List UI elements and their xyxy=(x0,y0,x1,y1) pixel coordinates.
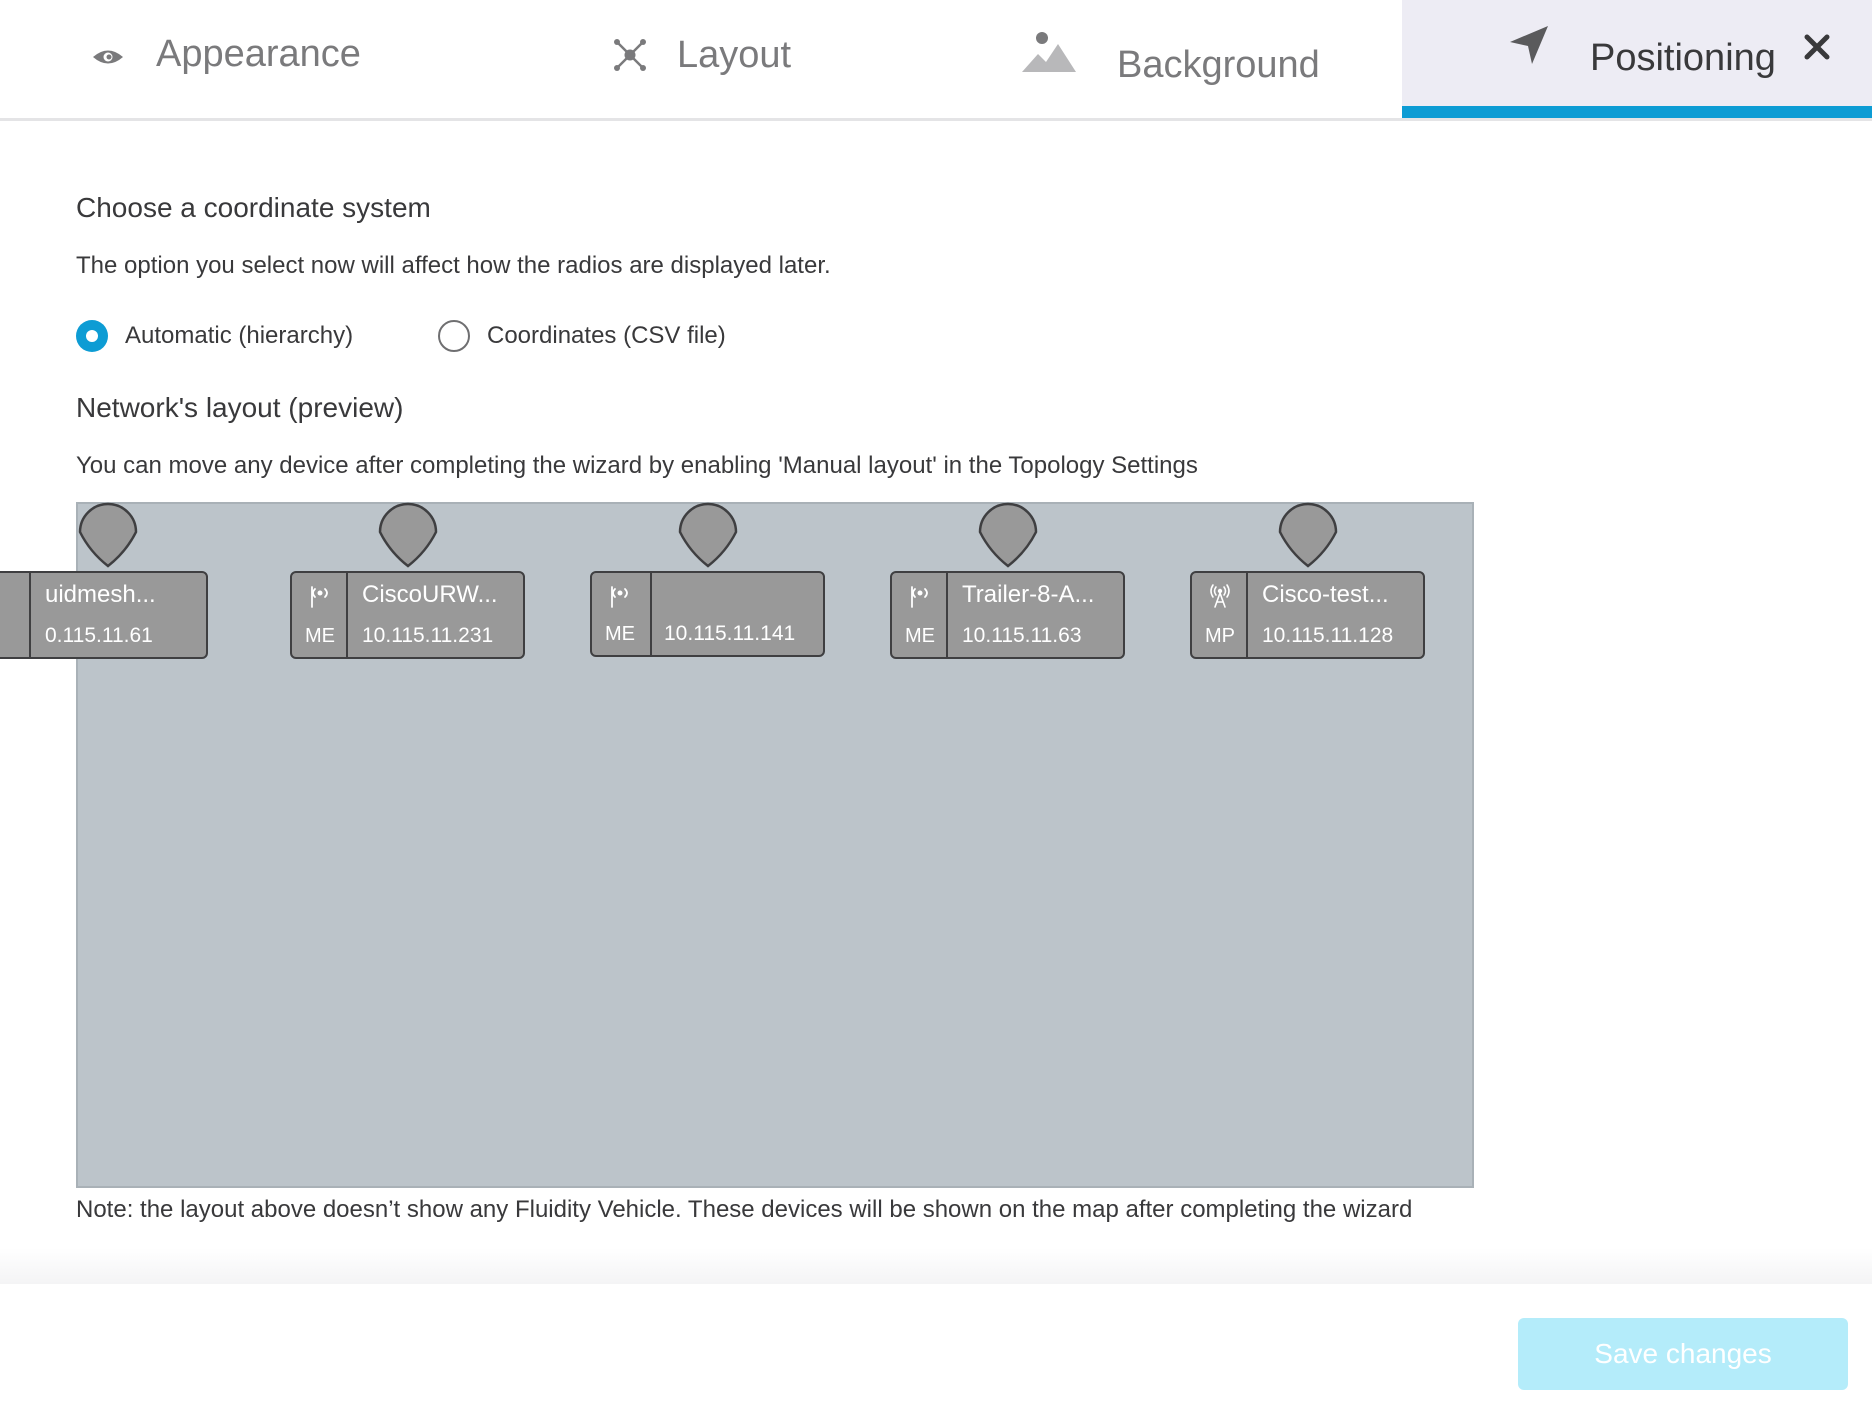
radio-coordinates-csv[interactable] xyxy=(438,316,726,356)
tab-background[interactable] xyxy=(1000,0,1400,118)
map-pin-icon xyxy=(978,504,1040,570)
footer-divider xyxy=(0,1248,1872,1284)
device-ip: 10.115.11.63 xyxy=(962,624,1082,647)
device-card[interactable] xyxy=(290,571,525,659)
radio-automatic[interactable] xyxy=(76,316,353,356)
device-role-cell xyxy=(292,573,348,657)
device-name: Cisco-test... xyxy=(1262,581,1389,608)
radio-button[interactable] xyxy=(76,320,108,352)
radio-icon xyxy=(308,583,332,609)
tab-label: Layout xyxy=(677,34,792,76)
map-pin-icon xyxy=(78,504,140,570)
image-icon xyxy=(1022,30,1076,79)
coordinate-system-description: The option you select now will affect how the radios are displayed later. xyxy=(76,252,831,279)
device-ip: 10.115.11.128 xyxy=(1262,624,1394,647)
network-layout-title: Network's layout (preview) xyxy=(76,392,404,423)
map-pin-icon xyxy=(1278,504,1340,570)
network-layout-description: You can move any device after completing the wizard by enabling 'Manual layout' in the Topology Settings xyxy=(76,452,1198,479)
tab-bar xyxy=(0,0,1872,121)
device-card[interactable] xyxy=(1190,571,1425,659)
device-role: ME xyxy=(905,625,935,647)
antenna-icon xyxy=(1208,583,1232,609)
navigation-arrow-icon xyxy=(1507,23,1551,72)
tab-label: Background xyxy=(1117,44,1320,86)
device-ip: 10.115.11.231 xyxy=(362,624,494,647)
device-card[interactable] xyxy=(0,571,208,659)
device-role-cell xyxy=(892,573,948,657)
device-card[interactable] xyxy=(890,571,1125,659)
radio-button[interactable] xyxy=(438,320,470,352)
eye-icon xyxy=(92,47,124,72)
save-changes-button[interactable]: Save changes xyxy=(1518,1318,1848,1390)
network-layout-preview[interactable] xyxy=(45,502,1474,1188)
device-role: MP xyxy=(1205,625,1235,647)
device-ip: 0.115.11.61 xyxy=(45,624,153,647)
radio-icon xyxy=(908,583,932,609)
device-card[interactable] xyxy=(590,571,825,657)
layout-nodes-icon xyxy=(613,38,647,77)
coordinate-system-title: Choose a coordinate system xyxy=(76,192,431,223)
active-tab-indicator xyxy=(1402,106,1872,118)
close-icon[interactable] xyxy=(1800,30,1834,64)
map-pin-icon xyxy=(378,504,440,570)
device-role: ME xyxy=(605,623,635,645)
device-ip: 10.115.11.141 xyxy=(664,622,796,645)
device-role-cell xyxy=(592,573,652,655)
tab-layout[interactable] xyxy=(570,0,990,118)
tab-appearance[interactable] xyxy=(0,0,460,118)
device-name: CiscoURW... xyxy=(362,581,498,608)
fluidity-vehicle-note: Note: the layout above doesn’t show any Fluidity Vehicle. These devices will be shown on the map after completing the wizard xyxy=(76,1196,1413,1223)
device-role: ME xyxy=(305,625,335,647)
radio-label: Automatic (hierarchy) xyxy=(125,322,354,349)
device-role-cell xyxy=(1192,573,1248,657)
radio-icon xyxy=(608,583,632,609)
map-pin-icon xyxy=(678,504,740,570)
radio-label: Coordinates (CSV file) xyxy=(487,322,726,349)
device-role-cell xyxy=(0,573,31,657)
tab-label: Positioning xyxy=(1590,37,1776,79)
tab-label: Appearance xyxy=(156,33,361,75)
device-name: uidmesh... xyxy=(45,581,156,608)
device-name: Trailer-8-A... xyxy=(962,581,1095,608)
